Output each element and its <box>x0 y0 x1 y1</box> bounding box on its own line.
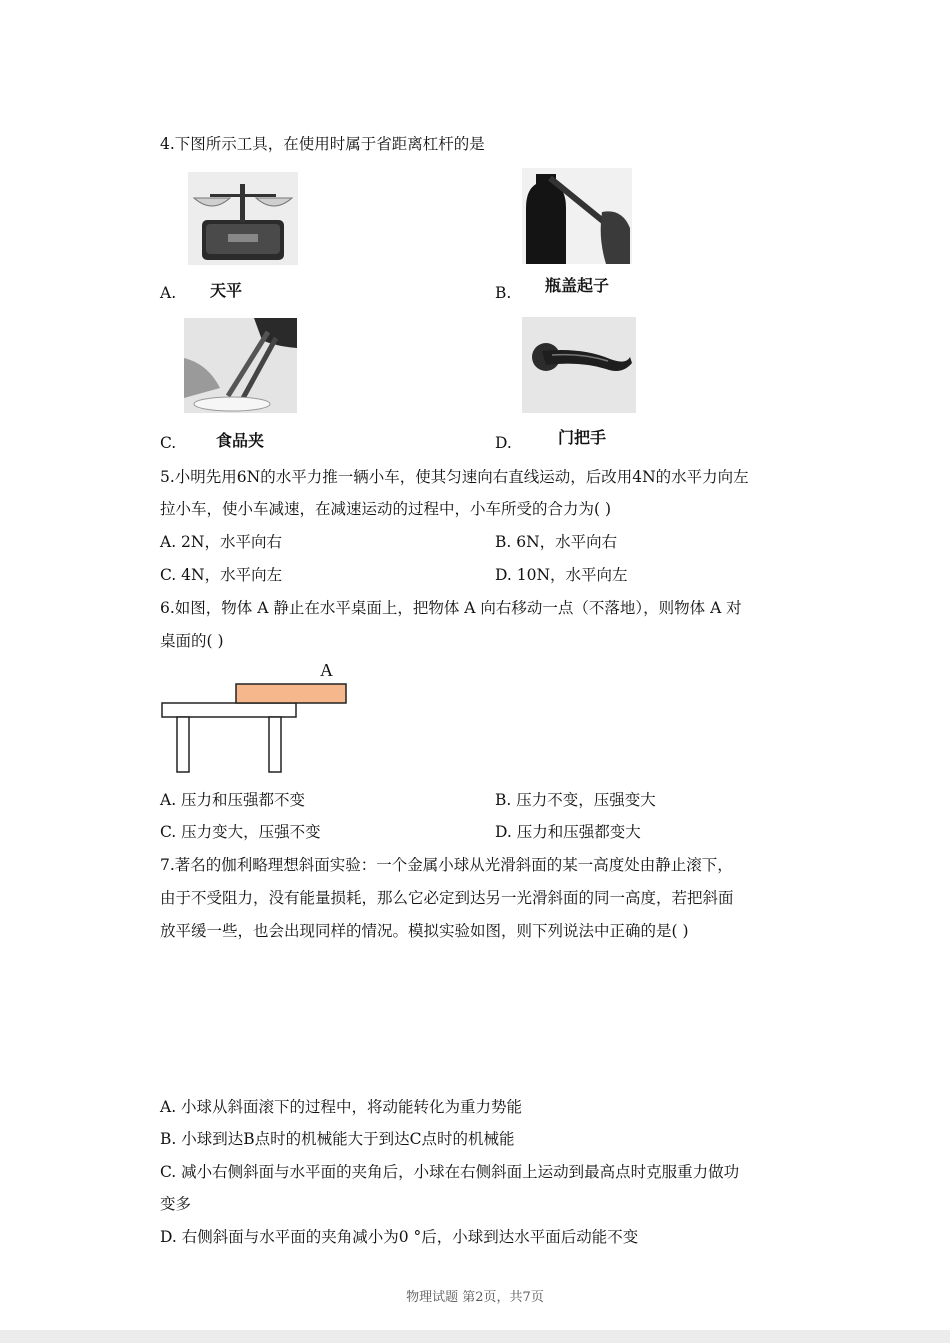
q4-option-a-caption: 天平 <box>210 281 243 300</box>
q5-option-d: D. 10N，水平向左 <box>495 566 628 584</box>
q5-option-a: A. 2N，水平向右 <box>160 533 282 551</box>
q4-option-c-caption: 食品夹 <box>216 431 265 450</box>
table-block-figure <box>160 655 360 780</box>
q7-option-c-line2: 变多 <box>160 1195 192 1213</box>
q6-option-c: C. 压力变大，压强不变 <box>160 823 321 841</box>
q6-option-d: D. 压力和压强都变大 <box>495 823 641 841</box>
page-bottom-edge <box>0 1330 950 1343</box>
q4-option-d-letter: D. <box>495 434 512 452</box>
q4-option-b-letter: B. <box>495 284 512 302</box>
q6-option-a: A. 压力和压强都不变 <box>160 791 306 809</box>
q6-stem-line2: 桌面的( ) <box>160 632 224 650</box>
q4-option-d-caption: 门把手 <box>558 428 607 447</box>
door-handle-image <box>522 317 636 413</box>
q6-stem-line1: 6.如图，物体 A 静止在水平桌面上，把物体 A 向右移动一点（不落地），则物体 A 对 <box>160 599 742 617</box>
q7-stem-line2: 由于不受阻力，没有能量损耗，那么它必定到达另一光滑斜面的同一高度，若把斜面 <box>160 889 734 907</box>
q4-option-b-caption: 瓶盖起子 <box>545 276 610 295</box>
q5-option-c: C. 4N，水平向左 <box>160 566 283 584</box>
food-tongs-image <box>184 318 297 413</box>
q7-stem-line1: 7.著名的伽利略理想斜面实验：一个金属小球从光滑斜面的某一高度处由静止滚下， <box>160 856 733 874</box>
q7-option-b: B. 小球到达B点时的机械能大于到达C点时的机械能 <box>160 1130 515 1148</box>
q7-option-c-line1: C. 减小右侧斜面与水平面的夹角后，小球在右侧斜面上运动到最高点时克服重力做功 <box>160 1163 740 1181</box>
block-a-label: A <box>320 660 333 680</box>
q7-stem-line3: 放平缓一些，也会出现同样的情况。模拟实验如图，则下列说法中正确的是( ) <box>160 922 689 940</box>
table-leg-left <box>177 717 189 772</box>
page-footer: 物理试题 第2页，共7页 <box>406 1290 544 1305</box>
q5-option-b: B. 6N，水平向右 <box>495 533 618 551</box>
q4-stem: 4.下图所示工具，在使用时属于省距离杠杆的是 <box>160 135 485 153</box>
q5-stem-line2: 拉小车，使小车减速，在减速运动的过程中，小车所受的合力为( ) <box>160 500 612 518</box>
q7-option-d: D. 右侧斜面与水平面的夹角减小为0 °后，小球到达水平面后动能不变 <box>160 1228 639 1246</box>
table-top <box>162 703 296 717</box>
block-a <box>236 684 346 703</box>
q4-option-c-letter: C. <box>160 434 177 452</box>
q7-option-a: A. 小球从斜面滚下的过程中，将动能转化为重力势能 <box>160 1098 523 1116</box>
bottle-opener-image <box>522 168 632 264</box>
balance-scale-image <box>188 172 298 265</box>
q5-stem-line1: 5.小明先用6N的水平力推一辆小车，使其匀速向右直线运动，后改用4N的水平力向左 <box>160 468 749 486</box>
table-leg-right <box>269 717 281 772</box>
q4-option-a-letter: A. <box>160 284 177 302</box>
q6-option-b: B. 压力不变，压强变大 <box>495 791 656 809</box>
